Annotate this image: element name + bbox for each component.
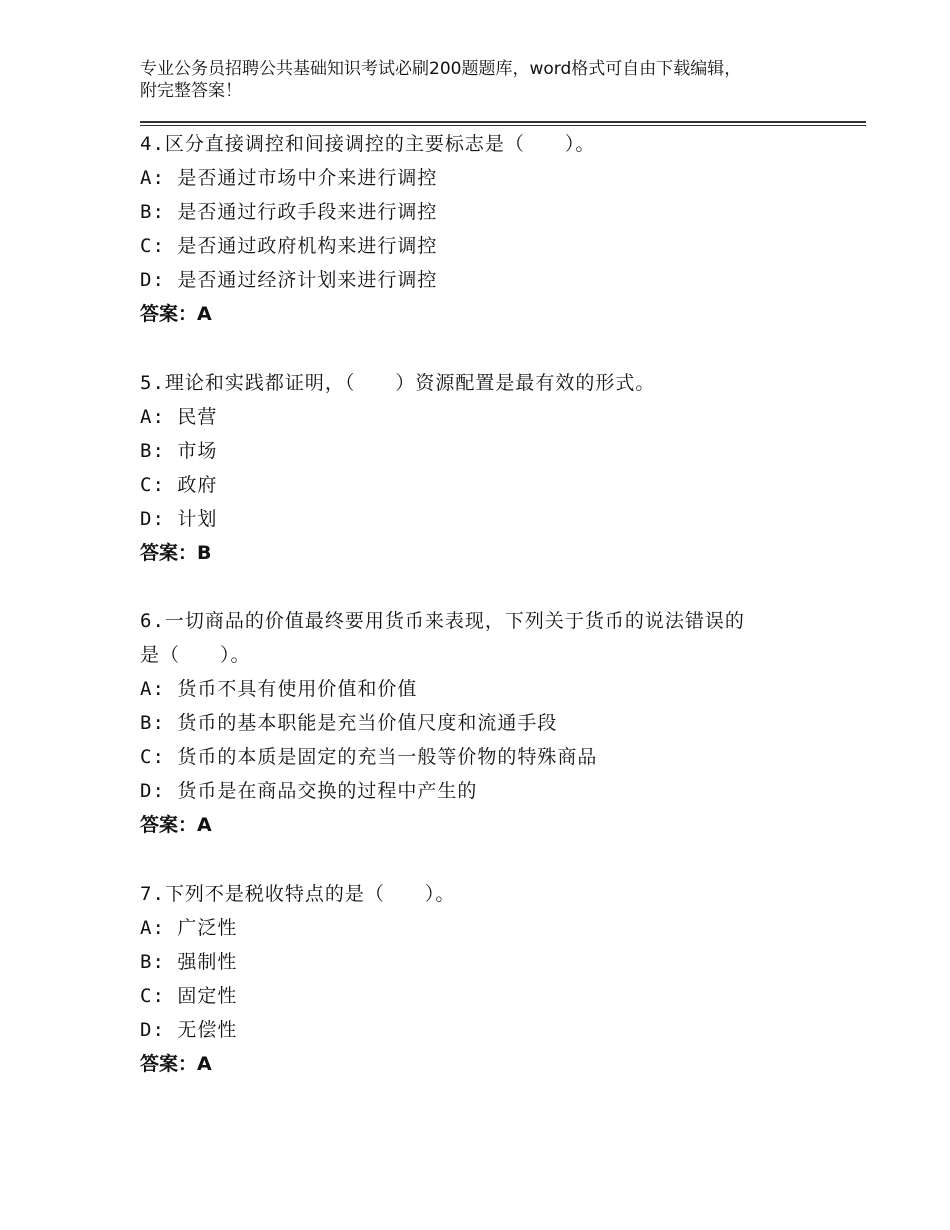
option-a: A: 广泛性	[140, 917, 238, 939]
option-b: B: 是否通过行政手段来进行调控	[140, 201, 438, 223]
answer-line: 答案：B	[140, 542, 212, 564]
option-b: B: 强制性	[140, 951, 238, 973]
question-block	[140, 366, 860, 570]
question-stem-line-2: 是（ ）。	[140, 644, 251, 666]
document-header	[140, 58, 840, 102]
option-c: C: 政府	[140, 474, 218, 496]
option-d: D: 货币是在商品交换的过程中产生的	[140, 780, 478, 802]
question-block	[140, 877, 860, 1081]
header-divider-thin	[140, 125, 866, 126]
question-stem: 7.下列不是税收特点的是（ ）。	[140, 883, 456, 905]
header-line-1: 专业公务员招聘公共基础知识考试必刷200题题库，word格式可自由下载编辑，	[140, 59, 742, 79]
option-b: B: 市场	[140, 440, 218, 462]
option-a: A: 是否通过市场中介来进行调控	[140, 167, 438, 189]
question-stem-line-1: 6.一切商品的价值最终要用货币来表现，下列关于货币的说法错误的	[140, 610, 745, 632]
question-stem: 4.区分直接调控和间接调控的主要标志是（ ）。	[140, 133, 596, 155]
answer-line: 答案：A	[140, 814, 212, 836]
header-divider-thick	[140, 121, 866, 123]
question-block	[140, 127, 860, 331]
question-block	[140, 604, 860, 842]
option-a: A: 民营	[140, 406, 218, 428]
header-line-2: 附完整答案！	[140, 81, 242, 101]
answer-line: 答案：A	[140, 1053, 212, 1075]
option-c: C: 货币的本质是固定的充当一般等价物的特殊商品	[140, 746, 598, 768]
option-d: D: 是否通过经济计划来进行调控	[140, 269, 438, 291]
option-c: C: 是否通过政府机构来进行调控	[140, 235, 438, 257]
option-d: D: 计划	[140, 508, 218, 530]
option-b: B: 货币的基本职能是充当价值尺度和流通手段	[140, 712, 558, 734]
question-stem: 5.理论和实践都证明，（ ）资源配置是最有效的形式。	[140, 372, 656, 394]
option-d: D: 无偿性	[140, 1019, 238, 1041]
answer-line: 答案：A	[140, 303, 212, 325]
option-c: C: 固定性	[140, 985, 238, 1007]
option-a: A: 货币不具有使用价值和价值	[140, 678, 418, 700]
